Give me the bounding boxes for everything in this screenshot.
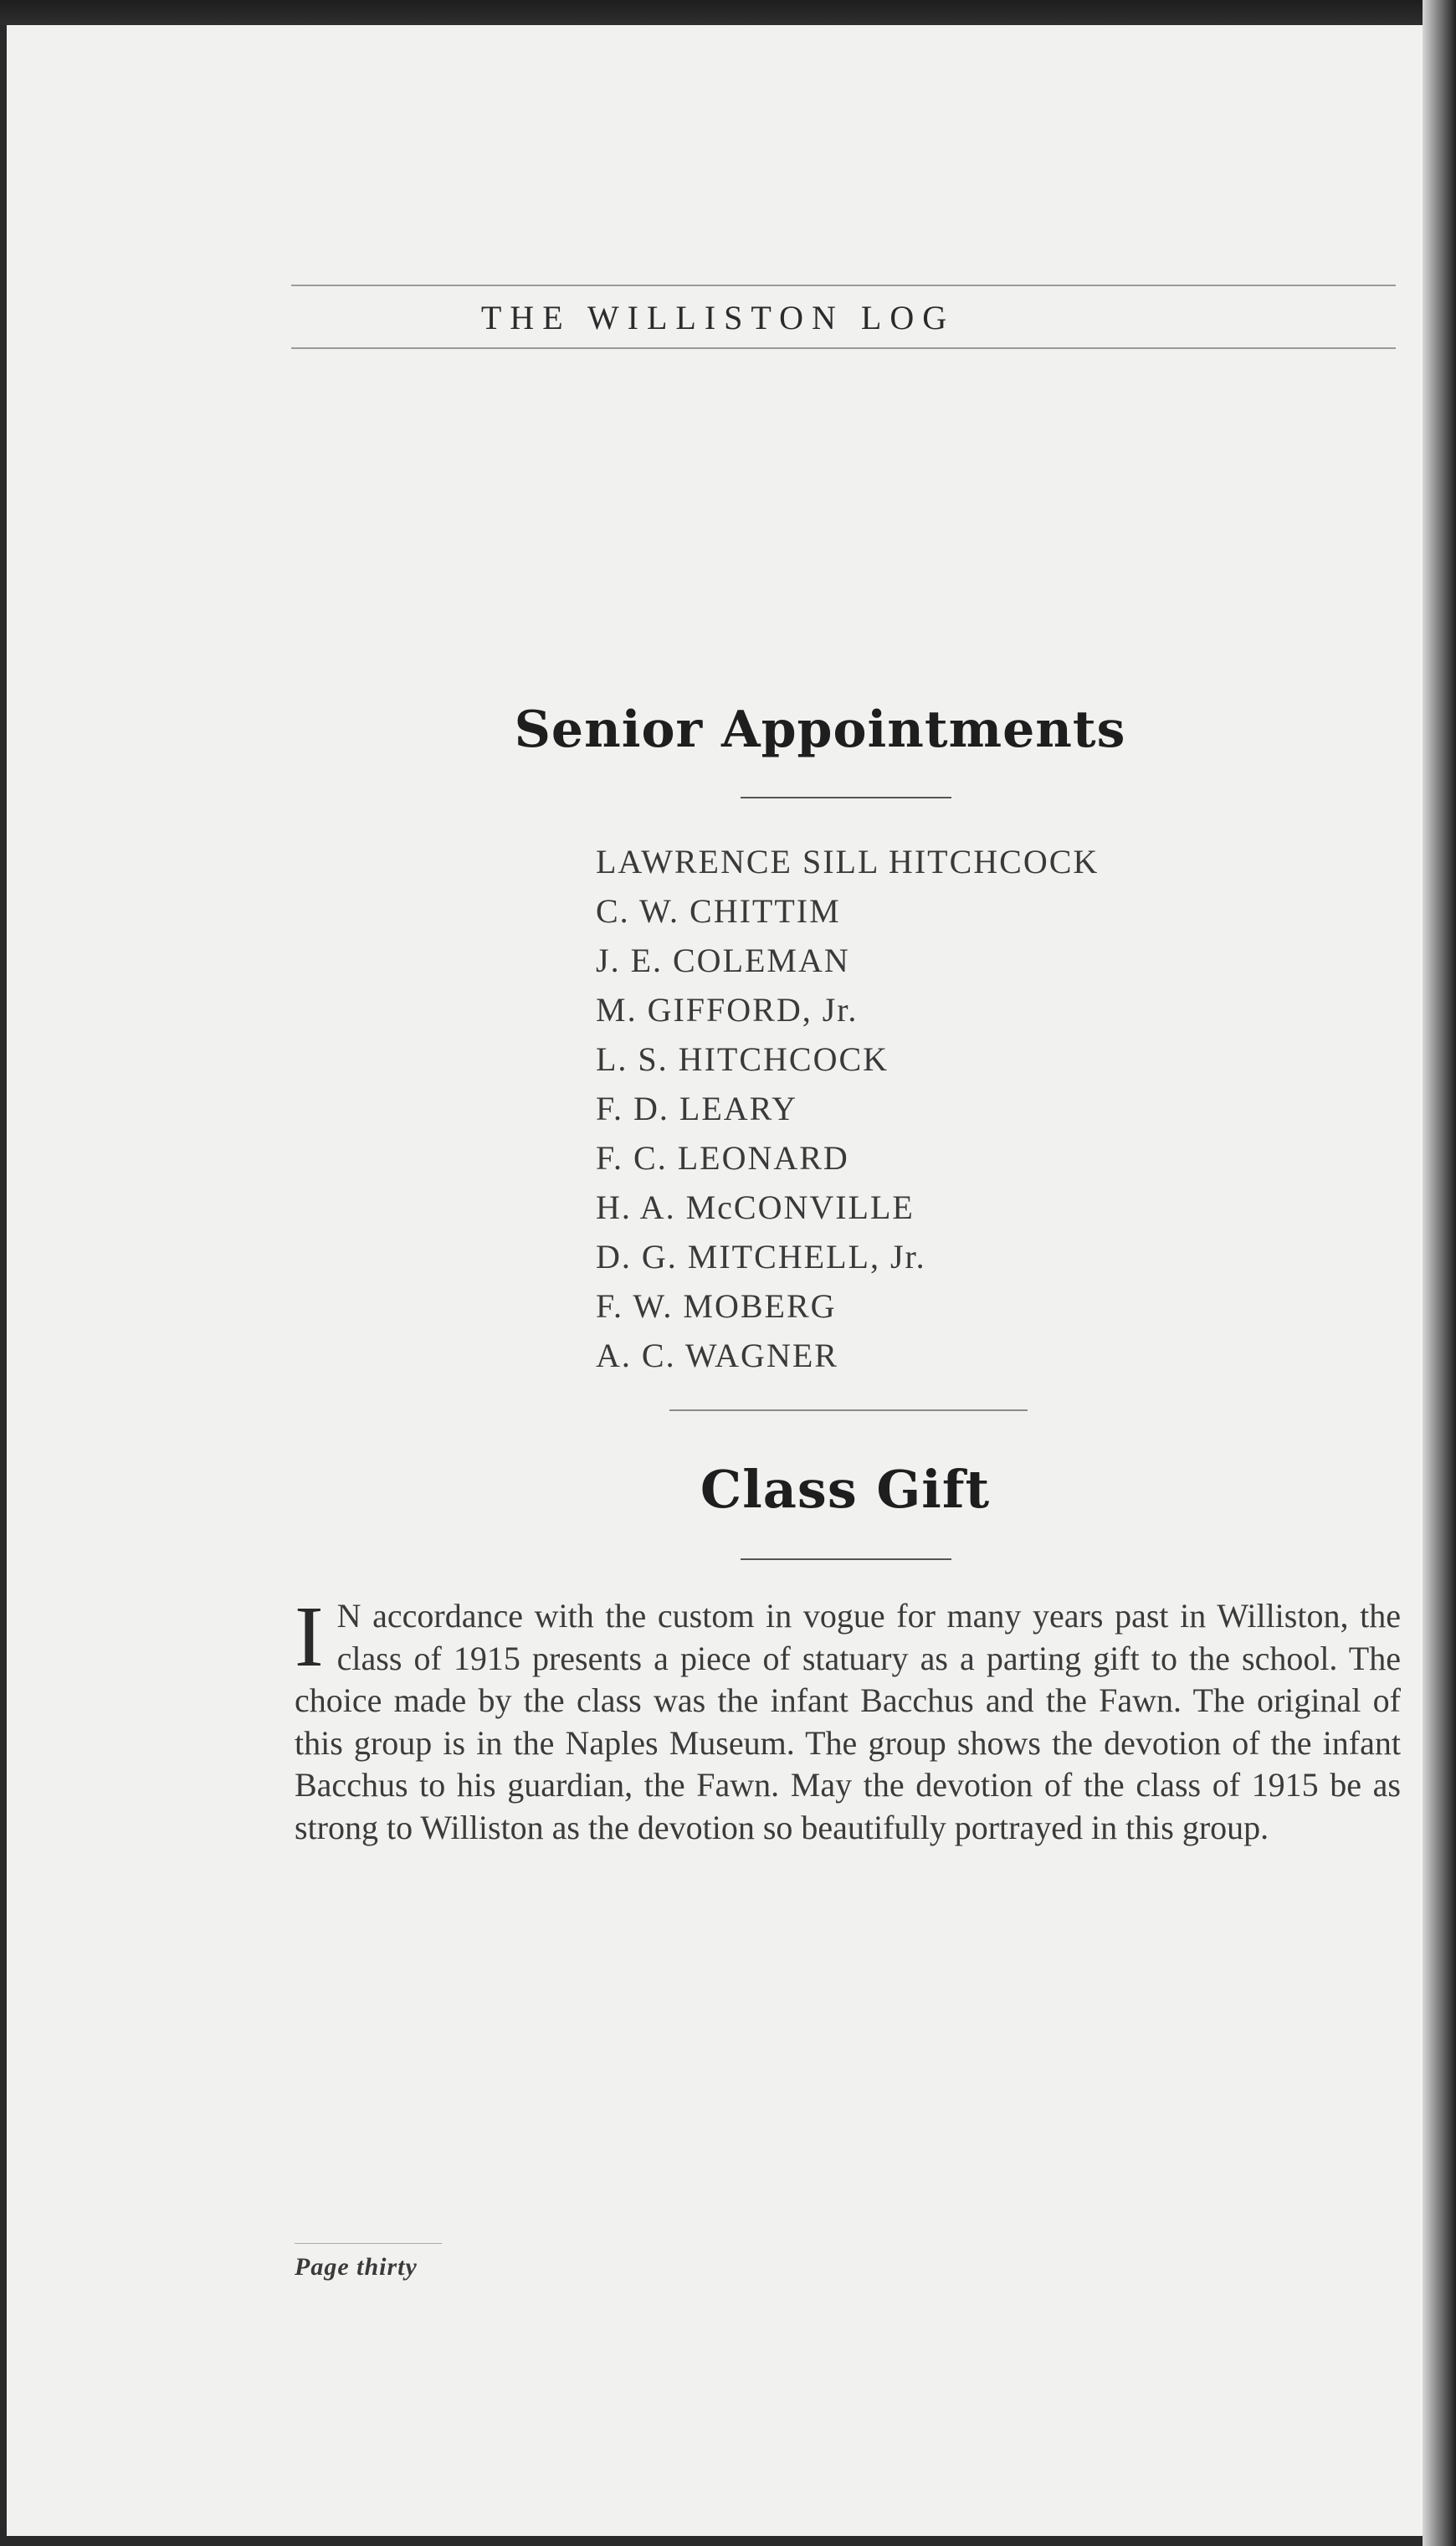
list-item: C. W. CHITTIM xyxy=(596,892,841,930)
list-item: J. E. COLEMAN xyxy=(596,942,850,979)
scan-spine-edge xyxy=(1423,0,1456,2546)
page-number: Page thirty xyxy=(295,2253,418,2281)
class-gift-heading: Class Gift xyxy=(700,1459,991,1520)
list-item: H. A. McCONVILLE xyxy=(596,1188,915,1226)
senior-appointments-list xyxy=(596,837,1349,1380)
list-item: D. G. MITCHELL, Jr. xyxy=(596,1238,926,1276)
running-head-top-rule xyxy=(291,285,1396,286)
list-item: L. S. HITCHCOCK xyxy=(596,1040,889,1078)
scan-top-edge xyxy=(0,0,1456,25)
list-item: F. W. MOBERG xyxy=(596,1287,837,1325)
drop-cap: I xyxy=(295,1589,324,1685)
running-head xyxy=(291,297,1396,347)
list-item: F. D. LEARY xyxy=(596,1090,798,1127)
list-item: M. GIFFORD, Jr. xyxy=(596,991,859,1029)
senior-appointments-heading: Senior Appointments xyxy=(514,701,1126,759)
class-gift-paragraph xyxy=(295,1589,1401,1849)
paragraph-text: N accordance with the custom in vogue for many years past in Williston, the class of 1915 presents a piece of statuary as a parting gift to the school. The choice made by the class was the infant Bacchus and the Fawn. The original of this group is in the Naples Museum. The group shows the devotion of the infant Bacchus to his guardian, the Fawn. May the devotion of the class of 1915 be as strong to Williston as the devotion so beautifully portrayed in this group. xyxy=(295,1597,1401,1846)
list-item: A. C. WAGNER xyxy=(596,1337,838,1374)
class-gift-heading-underline xyxy=(741,1558,951,1560)
list-item: F. C. LEONARD xyxy=(596,1139,849,1177)
list-item: LAWRENCE SILL HITCHCOCK xyxy=(596,843,1100,880)
section-divider xyxy=(669,1409,1028,1411)
folio-rule xyxy=(295,2243,442,2244)
running-head-title: THE WILLISTON LOG xyxy=(480,299,956,336)
running-head-bottom-rule xyxy=(291,347,1396,349)
senior-heading-underline xyxy=(741,797,951,798)
